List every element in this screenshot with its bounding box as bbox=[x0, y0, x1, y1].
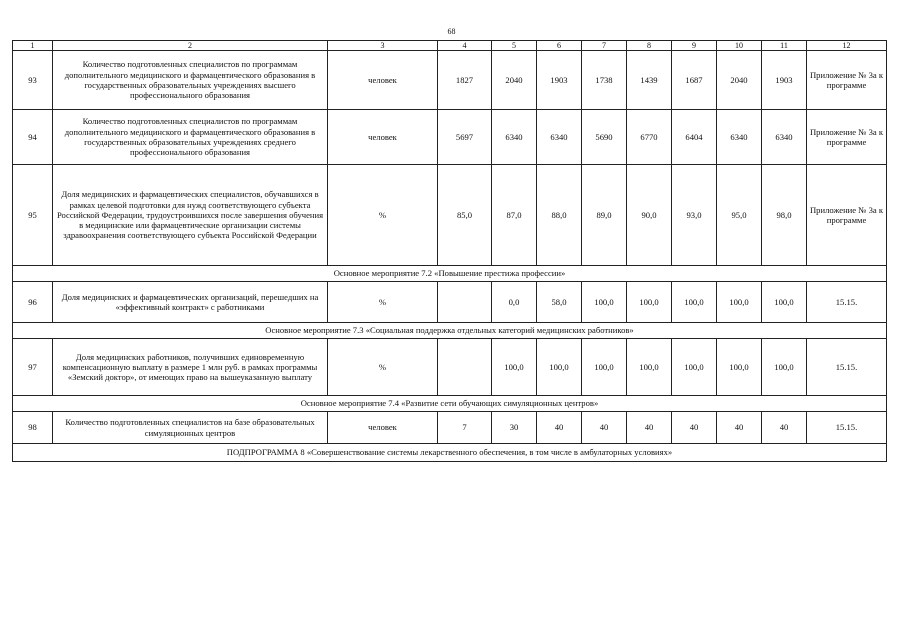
value-cell: 40 bbox=[582, 412, 627, 444]
table-row bbox=[13, 110, 887, 165]
unit: человек bbox=[328, 51, 438, 110]
value-cell: 100,0 bbox=[537, 339, 582, 396]
table-row bbox=[13, 51, 887, 110]
column-number: 12 bbox=[807, 41, 887, 51]
column-number-row bbox=[13, 41, 887, 51]
column-number: 4 bbox=[438, 41, 492, 51]
value-cell: 40 bbox=[762, 412, 807, 444]
value-cell bbox=[438, 282, 492, 323]
value-cell: 5697 bbox=[438, 110, 492, 165]
value-cell: 58,0 bbox=[537, 282, 582, 323]
reference: Приложение № 3а к программе bbox=[807, 51, 887, 110]
value-cell: 0,0 bbox=[492, 282, 537, 323]
indicator-name: Доля медицинских и фармацевтических организаций, перешедших на «эффективный контракт» с работниками bbox=[53, 282, 328, 323]
value-cell: 98,0 bbox=[762, 165, 807, 266]
value-cell: 2040 bbox=[717, 51, 762, 110]
value-cell: 2040 bbox=[492, 51, 537, 110]
indicator-name: Доля медицинских и фармацевтических специалистов, обучавшихся в рамках целевой подготовки для нужд соответствующего субъекта Российской Федерации, трудоустроившихся после завершения обучения в медицинские или фармацевтические организации системы здравоохранения соответствующего субъекта Российской Федерации bbox=[53, 165, 328, 266]
unit: человек bbox=[328, 110, 438, 165]
reference: Приложение № 3а к программе bbox=[807, 110, 887, 165]
section-row bbox=[13, 396, 887, 412]
unit: человек bbox=[328, 412, 438, 444]
subprogram-row bbox=[13, 444, 887, 462]
column-number: 9 bbox=[672, 41, 717, 51]
row-number: 94 bbox=[13, 110, 53, 165]
value-cell: 100,0 bbox=[627, 339, 672, 396]
page-number: 68 bbox=[447, 27, 456, 36]
value-cell: 6340 bbox=[717, 110, 762, 165]
subprogram-title: ПОДПРОГРАММА 8 «Совершенствование системы лекарственного обеспечения, в том числе в амбулаторных условиях» bbox=[13, 444, 887, 462]
value-cell: 30 bbox=[492, 412, 537, 444]
section-title: Основное мероприятие 7.3 «Социальная поддержка отдельных категорий медицинских работников» bbox=[13, 323, 887, 339]
value-cell: 100,0 bbox=[717, 339, 762, 396]
value-cell: 89,0 bbox=[582, 165, 627, 266]
section-title: Основное мероприятие 7.2 «Повышение престижа профессии» bbox=[13, 266, 887, 282]
section-row bbox=[13, 323, 887, 339]
row-number: 97 bbox=[13, 339, 53, 396]
value-cell: 6404 bbox=[672, 110, 717, 165]
section-row bbox=[13, 266, 887, 282]
value-cell: 1903 bbox=[762, 51, 807, 110]
value-cell: 100,0 bbox=[762, 282, 807, 323]
value-cell: 88,0 bbox=[537, 165, 582, 266]
value-cell: 1903 bbox=[537, 51, 582, 110]
value-cell: 40 bbox=[717, 412, 762, 444]
table-row bbox=[13, 412, 887, 444]
column-number: 5 bbox=[492, 41, 537, 51]
row-number: 98 bbox=[13, 412, 53, 444]
value-cell: 5690 bbox=[582, 110, 627, 165]
row-number: 96 bbox=[13, 282, 53, 323]
value-cell: 95,0 bbox=[717, 165, 762, 266]
value-cell: 100,0 bbox=[672, 339, 717, 396]
value-cell: 90,0 bbox=[627, 165, 672, 266]
value-cell: 7 bbox=[438, 412, 492, 444]
value-cell: 6340 bbox=[492, 110, 537, 165]
value-cell: 40 bbox=[672, 412, 717, 444]
value-cell: 93,0 bbox=[672, 165, 717, 266]
column-number: 8 bbox=[627, 41, 672, 51]
column-number: 11 bbox=[762, 41, 807, 51]
value-cell: 100,0 bbox=[672, 282, 717, 323]
value-cell: 87,0 bbox=[492, 165, 537, 266]
column-number: 1 bbox=[13, 41, 53, 51]
column-number: 6 bbox=[537, 41, 582, 51]
reference: 15.15. bbox=[807, 339, 887, 396]
indicator-name: Доля медицинских работников, получивших единовременную компенсационную выплату в размере 1 млн руб. в рамках программы «Земский доктор», от имеющих право на вышеуказанную выплату bbox=[53, 339, 328, 396]
value-cell: 40 bbox=[537, 412, 582, 444]
value-cell: 6340 bbox=[537, 110, 582, 165]
row-number: 95 bbox=[13, 165, 53, 266]
value-cell: 85,0 bbox=[438, 165, 492, 266]
table-row bbox=[13, 165, 887, 266]
value-cell bbox=[438, 339, 492, 396]
unit: % bbox=[328, 339, 438, 396]
value-cell: 1687 bbox=[672, 51, 717, 110]
indicators-table bbox=[12, 40, 887, 462]
indicator-name: Количество подготовленных специалистов по программам дополнительного медицинского и фармацевтического образования в государственных образовательных учреждениях высшего профессионального образования bbox=[53, 51, 328, 110]
indicator-name: Количество подготовленных специалистов по программам дополнительного медицинского и фармацевтического образования в государственных образовательных учреждениях среднего профессионального образования bbox=[53, 110, 328, 165]
section-title: Основное мероприятие 7.4 «Развитие сети обучающих симуляционных центров» bbox=[13, 396, 887, 412]
value-cell: 100,0 bbox=[627, 282, 672, 323]
table-row bbox=[13, 282, 887, 323]
indicator-name: Количество подготовленных специалистов на базе образовательных симуляционных центров bbox=[53, 412, 328, 444]
value-cell: 100,0 bbox=[762, 339, 807, 396]
value-cell: 1738 bbox=[582, 51, 627, 110]
value-cell: 100,0 bbox=[492, 339, 537, 396]
table-row bbox=[13, 339, 887, 396]
column-number: 2 bbox=[53, 41, 328, 51]
value-cell: 100,0 bbox=[582, 339, 627, 396]
column-number: 7 bbox=[582, 41, 627, 51]
reference: 15.15. bbox=[807, 412, 887, 444]
value-cell: 1439 bbox=[627, 51, 672, 110]
value-cell: 40 bbox=[627, 412, 672, 444]
unit: % bbox=[328, 165, 438, 266]
value-cell: 6340 bbox=[762, 110, 807, 165]
column-number: 10 bbox=[717, 41, 762, 51]
value-cell: 6770 bbox=[627, 110, 672, 165]
value-cell: 100,0 bbox=[717, 282, 762, 323]
unit: % bbox=[328, 282, 438, 323]
value-cell: 100,0 bbox=[582, 282, 627, 323]
reference: Приложение № 3а к программе bbox=[807, 165, 887, 266]
reference: 15.15. bbox=[807, 282, 887, 323]
value-cell: 1827 bbox=[438, 51, 492, 110]
row-number: 93 bbox=[13, 51, 53, 110]
column-number: 3 bbox=[328, 41, 438, 51]
